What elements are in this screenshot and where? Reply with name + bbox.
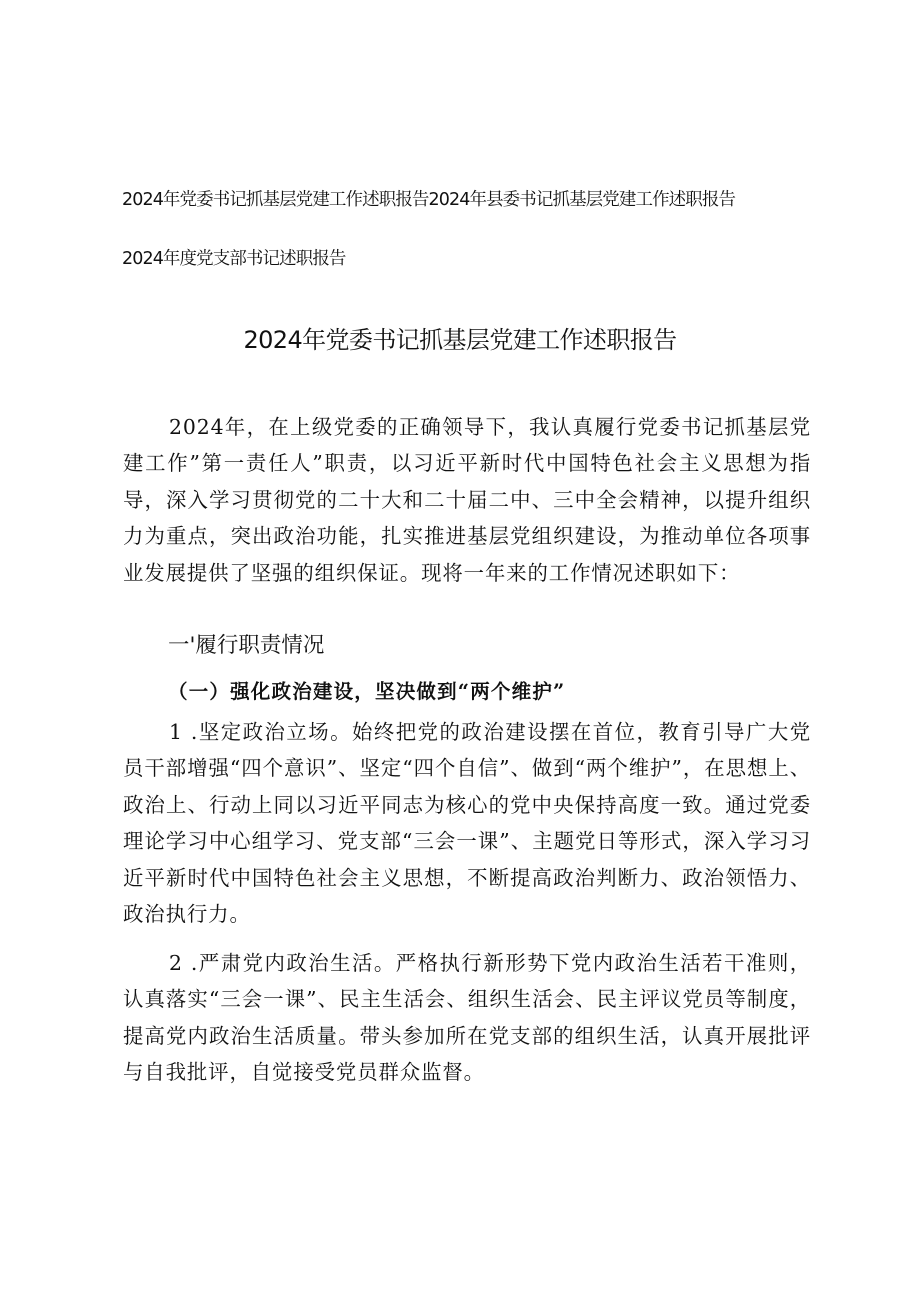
subsection-heading: （一）强化政治建设，坚决做到“两个维护”: [168, 680, 566, 703]
item-2-text: 2 .严肃党内政治生活。严格执行新形势下党内政治生活若干准则，认真落实“三会一课”、民主生活会、组织生活会、民主评议党员等制度，提高党内政治生活质量。带头参加所在党支部的组织生活，认真开展批评与自我批评，自觉接受党员群众监督。: [123, 951, 811, 1085]
toc-line-1: 2024年党委书记抓基层党建工作述职报告2024年县委书记抓基层党建工作述职报告: [122, 190, 736, 210]
item-paragraph-2: [123, 945, 811, 1091]
item-paragraph-1: [123, 714, 811, 932]
intro-text: 2024年，在上级党委的正确领导下，我认真履行党委书记抓基层党建工作”第一责任人”职责，以习近平新时代中国特色社会主义思想为指导，深入学习贯彻党的二十大和二十届二中、三中全会精神，以提升组织力为重点，突出政治功能，扎实推进基层党组织建设，为推动单位各项事业发展提供了坚强的组织保证。现将一年来的工作情况述职如下：: [123, 415, 811, 585]
document-title: 2024年党委书记抓基层党建工作述职报告: [243, 326, 677, 354]
intro-paragraph: [123, 409, 811, 591]
section-heading: 一'履行职责情况: [168, 633, 325, 658]
item-1-text: 1 .坚定政治立场。始终把党的政治建设摆在首位，教育引导广大党员干部增强“四个意识”、坚定“四个自信”、做到“两个维护”，在思想上、政治上、行动上同以习近平同志为核心的党中央保持高度一致。通过党委理论学习中心组学习、党支部“三会一课”、主题党日等形式，深入学习习近平新时代中国特色社会主义思想，不断提高政治判断力、政治领悟力、政治执行力。: [123, 720, 811, 927]
toc-line-2: 2024年度党支部书记述职报告: [122, 249, 346, 269]
